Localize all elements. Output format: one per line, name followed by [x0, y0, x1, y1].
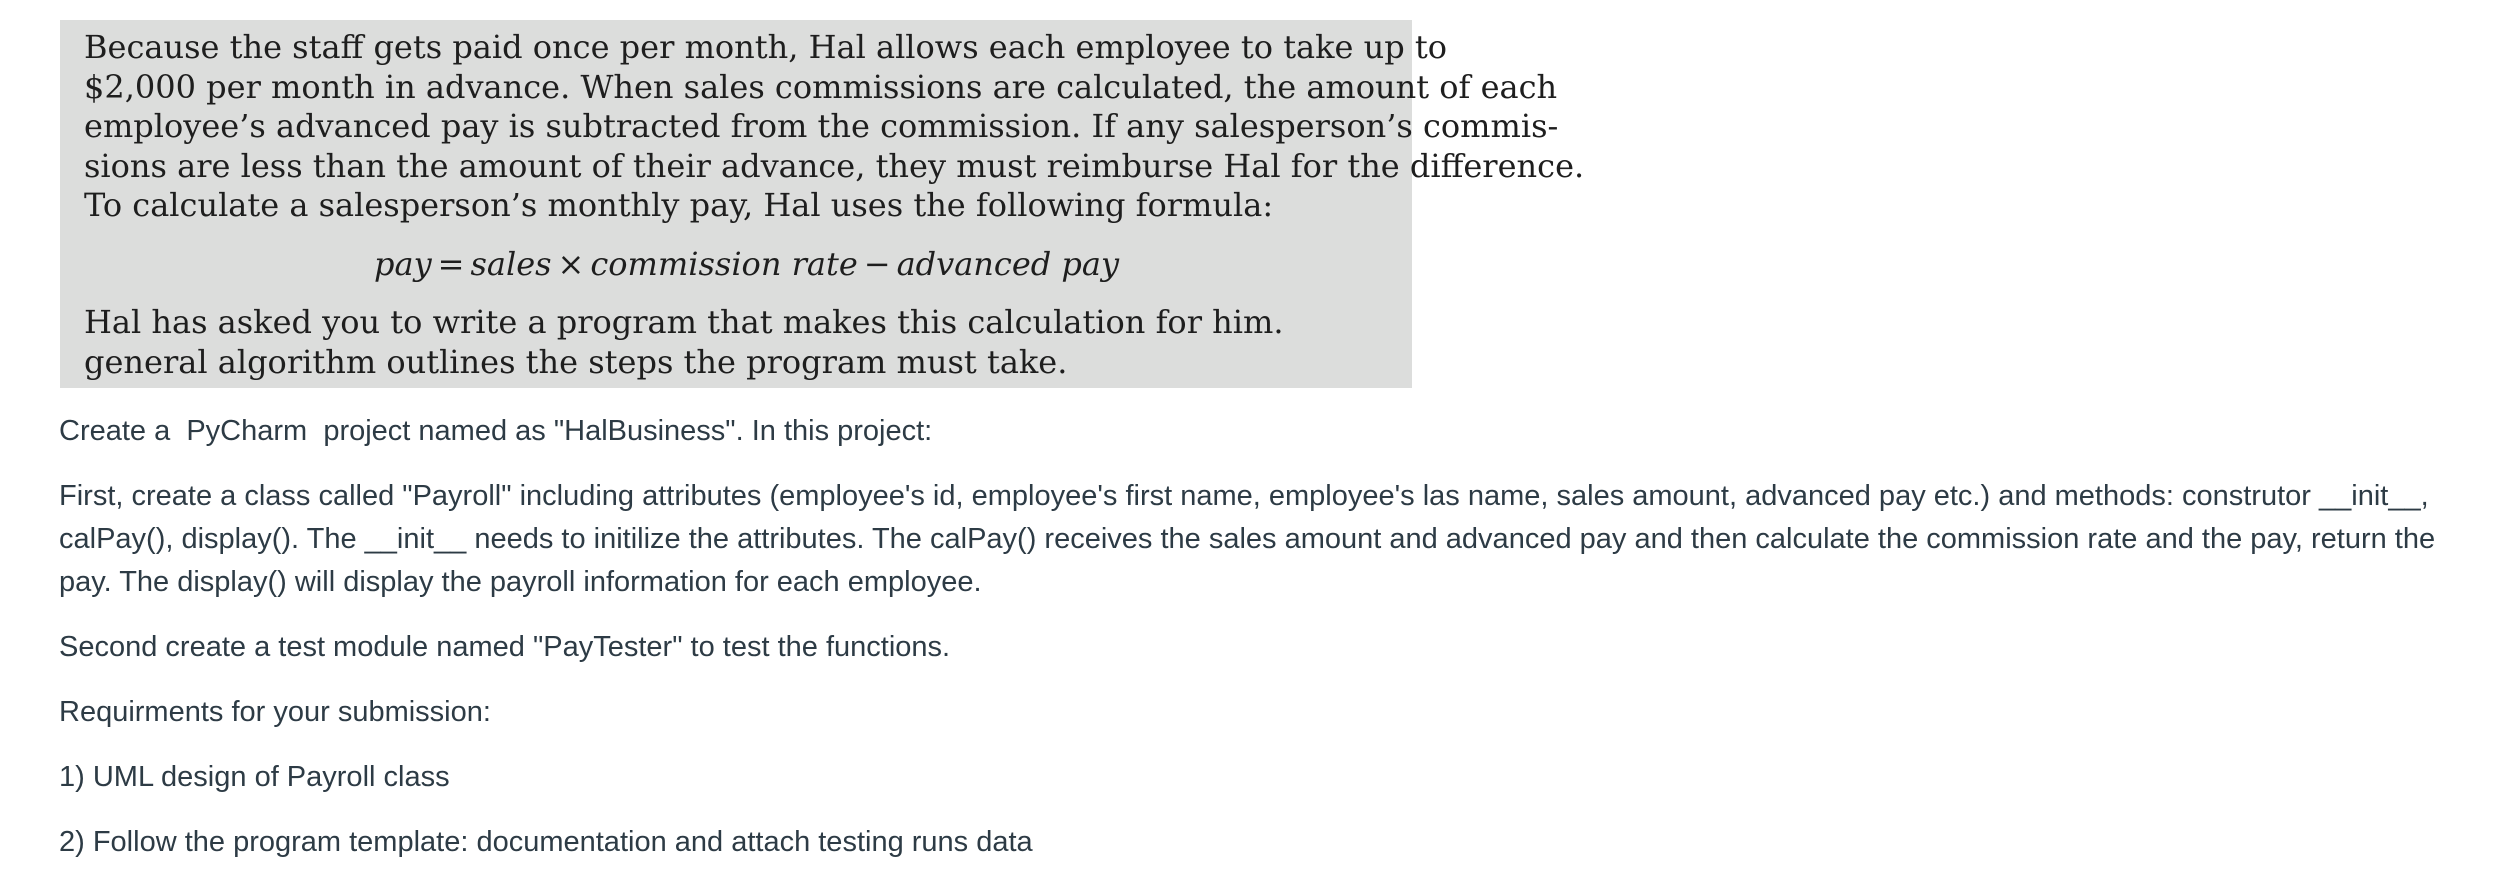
- formula-sales: sales: [470, 244, 552, 283]
- assignment-instructions: [59, 410, 2479, 864]
- formula-commission-rate: commission rate: [590, 244, 858, 283]
- formula-lhs: pay: [374, 244, 432, 283]
- second-task-paragraph: Second create a test module named "PayTester" to test the functions.: [59, 631, 951, 663]
- requirement-item: 1) UML design of Payroll class: [59, 761, 450, 793]
- formula-times: ×: [557, 244, 585, 283]
- textbook-excerpt: [60, 20, 1585, 388]
- formula-equals: =: [437, 244, 465, 283]
- excerpt-line: employee’s advanced pay is subtracted from the commission. If any salesperson’s commis-: [84, 107, 1559, 145]
- formula-minus: −: [863, 244, 891, 283]
- excerpt-tail-line: Hal has asked you to write a program that makes this calculation for him.: [84, 302, 1284, 341]
- excerpt-tail-line: general algorithm outlines the steps the program must take.: [84, 342, 1068, 381]
- excerpt-line: sions are less than the amount of their advance, they must reimburse Hal for the difference.: [84, 146, 1585, 185]
- pay-formula: [84, 244, 1388, 284]
- intro-paragraph: Create a PyCharm project named as "HalBusiness". In this project:: [59, 415, 933, 447]
- first-task-paragraph: First, create a class called "Payroll" including attributes (employee's id, employee's first name, employee's las name, sales amount, advanced pay etc.) and methods: construtor __init__, calPay(), display(). The __init__ needs to initilize the attributes. The calPay() receives the sales amount and advanced pay and then calculate the commission rate and the pay, return the pay. The display() will display the payroll information for each employee.: [59, 480, 2436, 598]
- excerpt-line: To calculate a salesperson’s monthly pay, Hal uses the following formula:: [84, 186, 1274, 224]
- requirement-item: 2) Follow the program template: documentation and attach testing runs data: [59, 826, 1033, 858]
- excerpt-paragraph: [84, 28, 1585, 226]
- excerpt-line: $2,000 per month in advance. When sales commissions are calculated, the amount of each: [84, 67, 1558, 106]
- requirements-heading: Requirments for your submission:: [59, 696, 491, 728]
- excerpt-line: Because the staff gets paid once per month, Hal allows each employee to take up to: [84, 28, 1448, 66]
- excerpt-tail: [84, 302, 1388, 382]
- formula-advanced-pay: advanced pay: [896, 244, 1120, 283]
